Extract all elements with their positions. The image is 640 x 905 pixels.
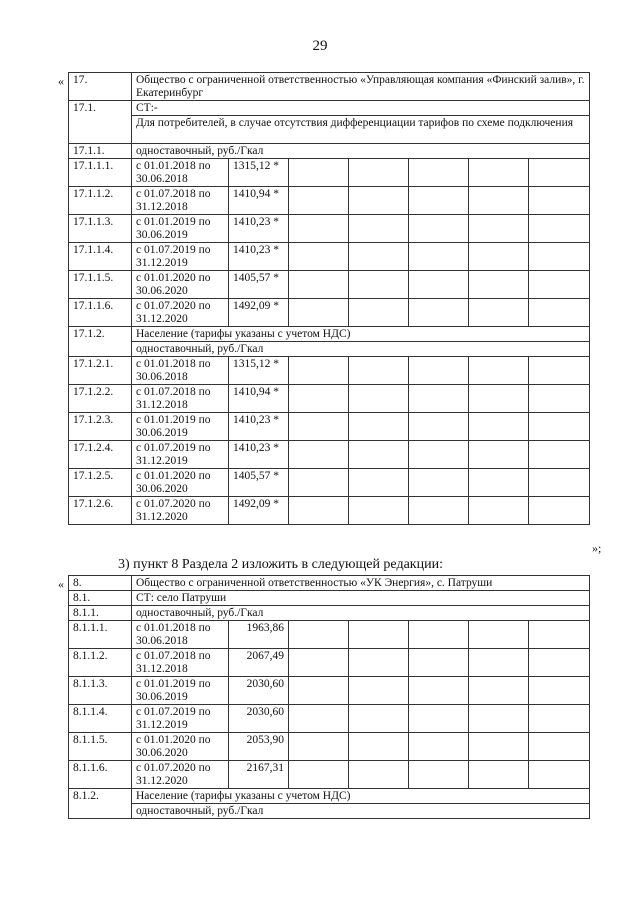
table-row	[69, 441, 590, 469]
empty-cell	[289, 187, 349, 215]
table-row	[69, 144, 590, 159]
row-number: 17.1.1.2.	[69, 187, 132, 215]
open-quote-2: «	[58, 577, 64, 591]
tariff-value-cell: 1410,23 *	[229, 215, 289, 243]
table-row	[69, 357, 590, 385]
table-row	[69, 342, 590, 357]
empty-cell	[409, 357, 469, 385]
empty-cell	[289, 677, 349, 705]
open-quote-1: «	[58, 74, 64, 88]
period-cell: с 01.01.2018 по 30.06.2018	[132, 159, 229, 187]
empty-cell	[469, 413, 529, 441]
empty-cell	[289, 733, 349, 761]
tariff-value-cell: 1492,09 *	[229, 299, 289, 327]
empty-cell	[469, 733, 529, 761]
period-cell: с 01.01.2020 по 30.06.2020	[132, 733, 229, 761]
table-row	[69, 497, 590, 525]
period-cell: с 01.07.2019 по 31.12.2019	[132, 243, 229, 271]
period-cell: с 01.07.2018 по 31.12.2018	[132, 385, 229, 413]
empty-cell	[529, 621, 590, 649]
empty-cell	[529, 469, 590, 497]
empty-cell	[529, 271, 590, 299]
empty-cell	[469, 705, 529, 733]
tariff-value-cell: 1410,94 *	[229, 385, 289, 413]
empty-cell	[409, 621, 469, 649]
empty-cell	[349, 271, 409, 299]
row-number: 17.1.1.6.	[69, 299, 132, 327]
empty-cell	[289, 385, 349, 413]
table-row	[69, 159, 590, 187]
empty-cell	[469, 215, 529, 243]
empty-cell	[409, 441, 469, 469]
row-number: 17.1.2.2.	[69, 385, 132, 413]
page-number: 29	[312, 38, 328, 54]
row-number: 17.1.2.3.	[69, 413, 132, 441]
empty-cell	[349, 649, 409, 677]
empty-cell	[529, 413, 590, 441]
row-number: 17.1.2.5.	[69, 469, 132, 497]
empty-cell	[409, 649, 469, 677]
empty-cell	[529, 243, 590, 271]
period-cell: с 01.01.2020 по 30.06.2020	[132, 271, 229, 299]
empty-cell	[289, 271, 349, 299]
row-description: Для потребителей, в случае отсутствия дифференциации тарифов по схеме подключения	[132, 116, 590, 144]
tariff-value-cell: 1410,23 *	[229, 441, 289, 469]
row-number: 17.1.1.5.	[69, 271, 132, 299]
row-number: 8.1.1.4.	[69, 705, 132, 733]
row-description: Население (тарифы указаны с учетом НДС)	[132, 789, 590, 804]
table-row	[69, 101, 590, 116]
empty-cell	[289, 497, 349, 525]
empty-cell	[529, 733, 590, 761]
row-number: 8.	[69, 576, 132, 591]
table-row	[69, 649, 590, 677]
empty-cell	[469, 159, 529, 187]
empty-cell	[289, 621, 349, 649]
empty-cell	[469, 271, 529, 299]
empty-cell	[289, 299, 349, 327]
tariff-value-cell: 1405,57 *	[229, 469, 289, 497]
empty-cell	[529, 385, 590, 413]
empty-cell	[469, 649, 529, 677]
tariff-value-cell: 1410,94 *	[229, 187, 289, 215]
period-cell: с 01.07.2018 по 31.12.2018	[132, 649, 229, 677]
tariff-value-cell: 1410,23 *	[229, 243, 289, 271]
empty-cell	[469, 357, 529, 385]
row-description: одноставочный, руб./Гкал	[132, 606, 590, 621]
empty-cell	[349, 497, 409, 525]
tariff-value-cell: 2030,60	[229, 705, 289, 733]
close-quote: »;	[592, 541, 602, 555]
row-description: СТ:-	[132, 101, 590, 116]
empty-cell	[409, 469, 469, 497]
table-row	[69, 761, 590, 789]
period-cell: с 01.07.2020 по 31.12.2020	[132, 299, 229, 327]
row-number: 8.1.1.1.	[69, 621, 132, 649]
empty-cell	[469, 441, 529, 469]
empty-cell	[349, 469, 409, 497]
row-number: 8.1.2.	[69, 789, 132, 819]
period-cell: с 01.07.2019 по 31.12.2019	[132, 441, 229, 469]
empty-cell	[349, 761, 409, 789]
empty-cell	[409, 733, 469, 761]
empty-cell	[409, 299, 469, 327]
empty-cell	[349, 187, 409, 215]
empty-cell	[469, 469, 529, 497]
tariff-value-cell: 2053,90	[229, 733, 289, 761]
table-row	[69, 187, 590, 215]
period-cell: с 01.07.2020 по 31.12.2020	[132, 761, 229, 789]
empty-cell	[409, 705, 469, 733]
empty-cell	[469, 677, 529, 705]
period-cell: с 01.07.2018 по 31.12.2018	[132, 187, 229, 215]
empty-cell	[349, 385, 409, 413]
tariff-value-cell: 1963,86	[229, 621, 289, 649]
tariff-value-cell: 1405,57 *	[229, 271, 289, 299]
empty-cell	[469, 497, 529, 525]
table-row	[69, 804, 590, 819]
table-row	[69, 606, 590, 621]
row-number: 8.1.1.5.	[69, 733, 132, 761]
period-cell: с 01.01.2019 по 30.06.2019	[132, 677, 229, 705]
empty-cell	[349, 215, 409, 243]
empty-cell	[289, 159, 349, 187]
empty-cell	[349, 357, 409, 385]
empty-cell	[349, 677, 409, 705]
empty-cell	[409, 497, 469, 525]
empty-cell	[529, 497, 590, 525]
empty-cell	[409, 761, 469, 789]
empty-cell	[409, 271, 469, 299]
empty-cell	[349, 705, 409, 733]
period-cell: с 01.01.2018 по 30.06.2018	[132, 357, 229, 385]
empty-cell	[409, 385, 469, 413]
table-row	[69, 705, 590, 733]
row-number: 17.1.1.3.	[69, 215, 132, 243]
empty-cell	[529, 159, 590, 187]
table-row	[69, 385, 590, 413]
empty-cell	[529, 649, 590, 677]
empty-cell	[349, 413, 409, 441]
row-description: Общество с ограниченной ответственностью «Управляющая компания «Финский залив», г. Екатеринбург	[132, 73, 590, 101]
table-row	[69, 733, 590, 761]
row-number: 17.1.2.6.	[69, 497, 132, 525]
empty-cell	[289, 243, 349, 271]
empty-cell	[289, 649, 349, 677]
empty-cell	[349, 159, 409, 187]
tariff-value-cell: 2167,31	[229, 761, 289, 789]
empty-cell	[529, 761, 590, 789]
table-row	[69, 73, 590, 101]
period-cell: с 01.01.2019 по 30.06.2019	[132, 215, 229, 243]
row-number: 17.1.2.1.	[69, 357, 132, 385]
row-description: одноставочный, руб./Гкал	[132, 804, 590, 819]
empty-cell	[469, 621, 529, 649]
empty-cell	[349, 733, 409, 761]
empty-cell	[469, 385, 529, 413]
row-number: 8.1.1.6.	[69, 761, 132, 789]
empty-cell	[409, 677, 469, 705]
empty-cell	[289, 357, 349, 385]
row-number: 17.1.2.	[69, 327, 132, 357]
period-cell: с 01.07.2019 по 31.12.2019	[132, 705, 229, 733]
empty-cell	[289, 215, 349, 243]
empty-cell	[529, 357, 590, 385]
row-number: 8.1.1.2.	[69, 649, 132, 677]
empty-cell	[349, 243, 409, 271]
tariff-value-cell: 2067,49	[229, 649, 289, 677]
empty-cell	[349, 441, 409, 469]
empty-cell	[529, 299, 590, 327]
row-number: 17.1.1.1.	[69, 159, 132, 187]
empty-cell	[469, 243, 529, 271]
table-row	[69, 116, 590, 144]
tariff-value-cell: 2030,60	[229, 677, 289, 705]
empty-cell	[529, 215, 590, 243]
empty-cell	[289, 469, 349, 497]
table-row	[69, 591, 590, 606]
row-description: одноставочный, руб./Гкал	[132, 342, 590, 357]
empty-cell	[409, 243, 469, 271]
period-cell: с 01.07.2020 по 31.12.2020	[132, 497, 229, 525]
row-description: СТ: село Патруши	[132, 591, 590, 606]
table-row	[69, 413, 590, 441]
period-cell: с 01.01.2018 по 30.06.2018	[132, 621, 229, 649]
row-description: Население (тарифы указаны с учетом НДС)	[132, 327, 590, 342]
table-row	[69, 327, 590, 342]
empty-cell	[289, 413, 349, 441]
empty-cell	[529, 441, 590, 469]
tariff-value-cell: 1410,23 *	[229, 413, 289, 441]
period-cell: с 01.01.2020 по 30.06.2020	[132, 469, 229, 497]
empty-cell	[349, 621, 409, 649]
tariff-value-cell: 1315,12 *	[229, 159, 289, 187]
tariff-table-2	[68, 575, 590, 819]
empty-cell	[289, 705, 349, 733]
row-number: 8.1.1.3.	[69, 677, 132, 705]
table-row	[69, 243, 590, 271]
empty-cell	[469, 187, 529, 215]
table-row	[69, 621, 590, 649]
empty-cell	[529, 187, 590, 215]
row-number: 8.1.	[69, 591, 132, 606]
table-row	[69, 789, 590, 804]
period-cell: с 01.01.2019 по 30.06.2019	[132, 413, 229, 441]
row-number: 17.1.1.4.	[69, 243, 132, 271]
table-row	[69, 271, 590, 299]
empty-cell	[469, 761, 529, 789]
empty-cell	[409, 159, 469, 187]
row-number: 17.1.1.	[69, 144, 132, 159]
table-row	[69, 299, 590, 327]
row-description: одноставочный, руб./Гкал	[132, 144, 590, 159]
row-number: 17.1.2.4.	[69, 441, 132, 469]
table-row	[69, 677, 590, 705]
empty-cell	[469, 299, 529, 327]
table-row	[69, 469, 590, 497]
row-number: 17.1.	[69, 101, 132, 144]
tariff-table-1	[68, 72, 590, 525]
empty-cell	[349, 299, 409, 327]
empty-cell	[529, 677, 590, 705]
empty-cell	[289, 441, 349, 469]
empty-cell	[289, 761, 349, 789]
section-heading: 3) пункт 8 Раздела 2 изложить в следующей редакции:	[118, 557, 443, 572]
row-description: Общество с ограниченной ответственностью «УК Энергия», с. Патруши	[132, 576, 590, 591]
empty-cell	[529, 705, 590, 733]
row-number: 17.	[69, 73, 132, 101]
empty-cell	[409, 187, 469, 215]
tariff-value-cell: 1492,09 *	[229, 497, 289, 525]
tariff-value-cell: 1315,12 *	[229, 357, 289, 385]
row-number: 8.1.1.	[69, 606, 132, 621]
table-row	[69, 215, 590, 243]
empty-cell	[409, 413, 469, 441]
table-row	[69, 576, 590, 591]
empty-cell	[409, 215, 469, 243]
